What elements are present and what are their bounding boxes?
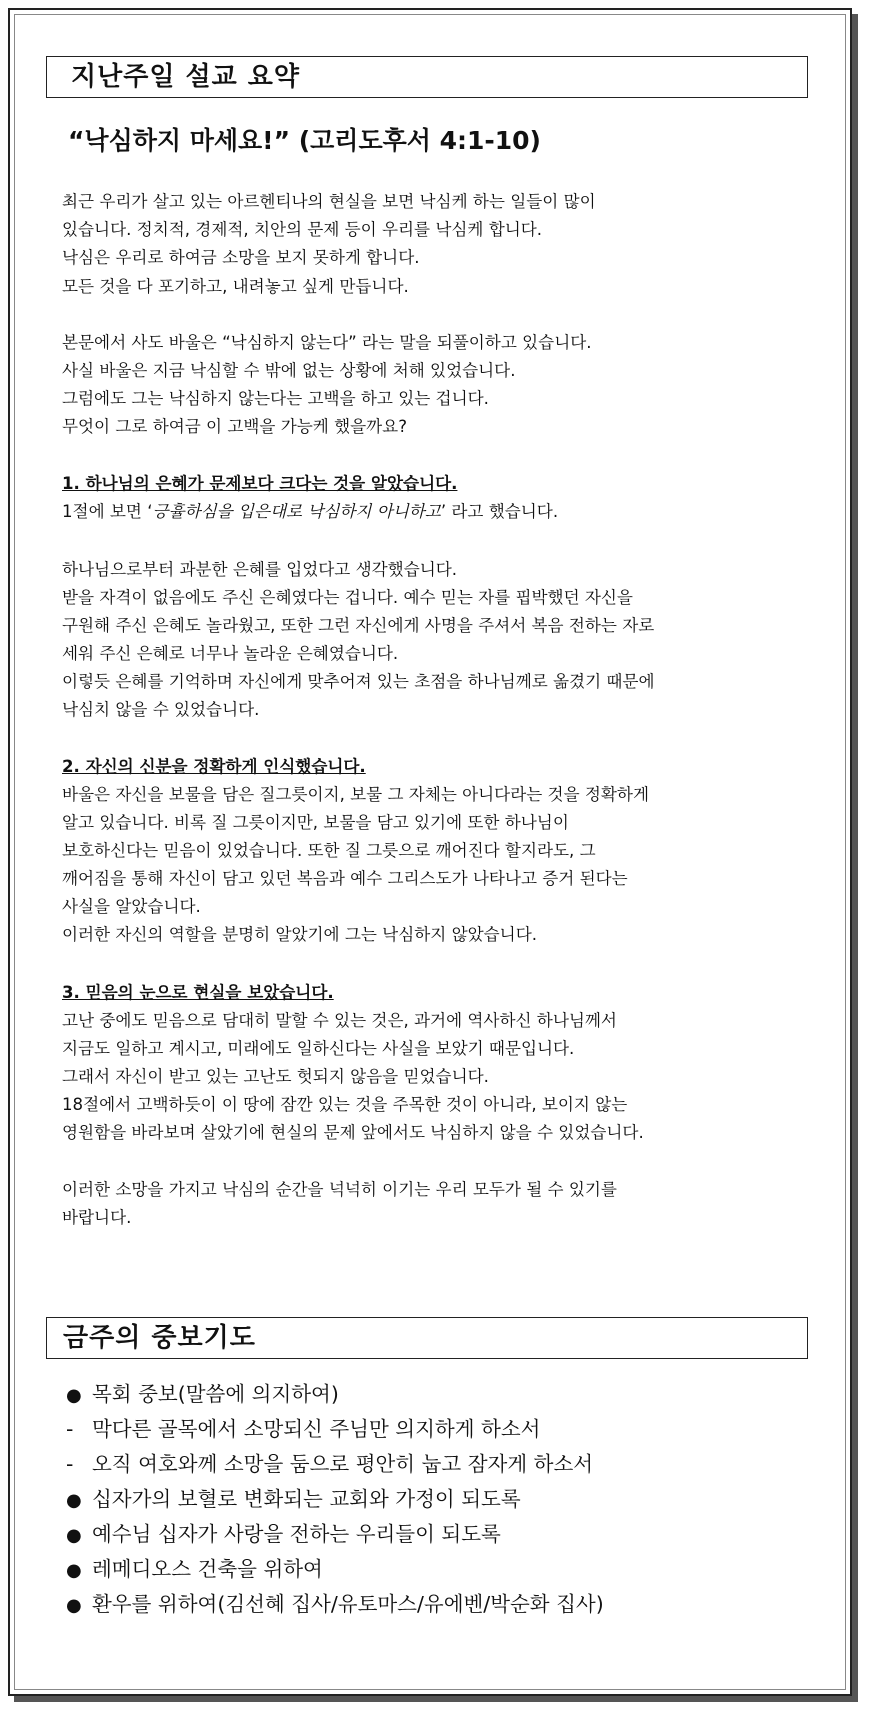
prayer-item: ● 십자가의 보혈로 변화되는 교회와 가정이 되도록 bbox=[66, 1484, 521, 1516]
summary-line: 받을 자격이 없음에도 주신 은혜였다는 겁니다. 예수 믿는 자를 핍박했던 자신을 bbox=[62, 588, 633, 607]
prayer-item: ● 예수님 십자가 사랑을 전하는 우리들이 되도록 bbox=[66, 1519, 501, 1551]
bullet-icon: ● bbox=[66, 1490, 82, 1511]
summary-line: 18절에서 고백하듯이 이 땅에 잠깐 있는 것을 주목한 것이 아니라, 보이지 않는 bbox=[62, 1095, 628, 1114]
bullet-icon: ● bbox=[66, 1595, 82, 1616]
summary-line: 바랍니다. bbox=[62, 1208, 132, 1227]
prayer-item: ● 목회 중보(말씀에 의지하여) bbox=[66, 1379, 339, 1411]
summary-line: 하나님으로부터 과분한 은혜를 입었다고 생각했습니다. bbox=[62, 560, 458, 579]
summary-line: 고난 중에도 믿음으로 담대히 말할 수 있는 것은, 과거에 역사하신 하나님께서 bbox=[62, 1011, 617, 1030]
dash-marker: - bbox=[66, 1452, 74, 1476]
summary-line: 지금도 일하고 계시고, 미래에도 일하신다는 사실을 보았기 때문입니다. bbox=[62, 1039, 575, 1058]
summary-line: 세워 주신 은혜로 너무나 놀라운 은혜였습니다. bbox=[62, 644, 399, 663]
bullet-icon: ● bbox=[66, 1560, 82, 1581]
quoted-verse: 긍휼하심을 입은대로 낙심하지 아니하고 bbox=[152, 502, 441, 521]
summary-line: 이러한 소망을 가지고 낙심의 순간을 넉넉히 이기는 우리 모두가 될 수 있기를 bbox=[62, 1180, 617, 1199]
quote-close: ’ 라고 했습니다. bbox=[440, 502, 559, 521]
summary-line-quote bbox=[62, 499, 558, 525]
summary-line: 이러한 자신의 역할을 분명히 알았기에 그는 낙심하지 않았습니다. bbox=[62, 925, 537, 944]
summary-heading: 지난주일 설교 요약 bbox=[71, 62, 301, 92]
prayer-item: - 오직 여호와께 소망을 둠으로 평안히 눕고 잠자게 하소서 bbox=[66, 1449, 593, 1479]
summary-line: 무엇이 그로 하여금 이 고백을 가능케 했을까요? bbox=[62, 417, 408, 436]
summary-line: 낙심은 우리로 하여금 소망을 보지 못하게 합니다. bbox=[62, 248, 420, 267]
summary-line: 최근 우리가 살고 있는 아르헨티나의 현실을 보면 낙심케 하는 일들이 많이 bbox=[62, 192, 596, 211]
point-heading-1: 1. 하나님의 은혜가 문제보다 크다는 것을 알았습니다. bbox=[62, 474, 458, 493]
dash-marker: - bbox=[66, 1417, 74, 1441]
summary-line: 모든 것을 다 포기하고, 내려놓고 싶게 만듭니다. bbox=[62, 277, 409, 296]
summary-line: 구원해 주신 은혜도 놀라웠고, 또한 그런 자신에게 사명을 주셔서 복음 전하는 자로 bbox=[62, 616, 655, 635]
summary-line: 바울은 자신을 보물을 담은 질그릇이지, 보물 그 자체는 아니다라는 것을 정확하게 bbox=[62, 785, 649, 804]
summary-heading-box bbox=[46, 56, 808, 98]
summary-line: 영원함을 바라보며 살았기에 현실의 문제 앞에서도 낙심하지 않을 수 있었습니다. bbox=[62, 1123, 644, 1142]
summary-line: 이렇듯 은혜를 기억하며 자신에게 맞추어져 있는 초점을 하나님께로 옮겼기 때문에 bbox=[62, 672, 655, 691]
bullet-icon: ● bbox=[66, 1385, 82, 1406]
prayer-heading-box bbox=[46, 1317, 808, 1359]
summary-line: 보호하신다는 믿음이 있었습니다. 또한 질 그릇으로 깨어진다 할지라도, 그 bbox=[62, 841, 596, 860]
sermon-title: “낙심하지 마세요!” (고리도후서 4:1-10) bbox=[68, 126, 541, 155]
prayer-item: ● 환우를 위하여(김선혜 집사/유토마스/유에벤/박순화 집사) bbox=[66, 1589, 604, 1621]
summary-line: 그럼에도 그는 낙심하지 않는다는 고백을 하고 있는 겁니다. bbox=[62, 389, 489, 408]
summary-line: 낙심치 않을 수 있었습니다. bbox=[62, 700, 260, 719]
summary-line: 그래서 자신이 받고 있는 고난도 헛되지 않음을 믿었습니다. bbox=[62, 1067, 489, 1086]
quote-open: 1절에 보면 ‘ bbox=[62, 502, 153, 521]
prayer-item: ● 레메디오스 건축을 위하여 bbox=[66, 1554, 323, 1586]
summary-line: 사실을 알았습니다. bbox=[62, 897, 201, 916]
summary-line: 사실 바울은 지금 낙심할 수 밖에 없는 상황에 처해 있었습니다. bbox=[62, 361, 516, 380]
point-heading-3: 3. 믿음의 눈으로 현실을 보았습니다. bbox=[62, 983, 334, 1002]
point-heading-2: 2. 자신의 신분을 정확하게 인식했습니다. bbox=[62, 757, 366, 776]
prayer-heading: 금주의 중보기도 bbox=[63, 1323, 256, 1353]
summary-line: 있습니다. 정치적, 경제적, 치안의 문제 등이 우리를 낙심케 합니다. bbox=[62, 220, 543, 239]
bullet-icon: ● bbox=[66, 1525, 82, 1546]
summary-line: 깨어짐을 통해 자신이 담고 있던 복음과 예수 그리스도가 나타나고 증거 된다는 bbox=[62, 869, 628, 888]
summary-line: 알고 있습니다. 비록 질 그릇이지만, 보물을 담고 있기에 또한 하나님이 bbox=[62, 813, 569, 832]
summary-line: 본문에서 사도 바울은 “낙심하지 않는다” 라는 말을 되풀이하고 있습니다. bbox=[62, 333, 592, 352]
prayer-item: - 막다른 골목에서 소망되신 주님만 의지하게 하소서 bbox=[66, 1414, 540, 1444]
